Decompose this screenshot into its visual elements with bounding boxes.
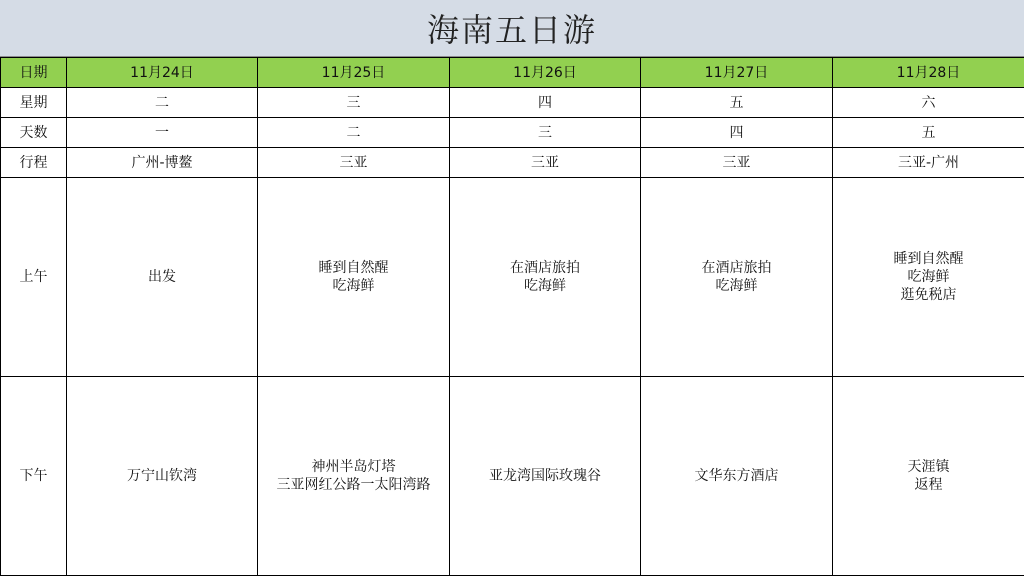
cell-morning[interactable] bbox=[67, 178, 258, 377]
sheet-title[interactable]: 海南五日游 bbox=[0, 0, 1024, 57]
row-label-date[interactable]: 日期 bbox=[1, 58, 67, 88]
cell-date[interactable]: 11月24日 bbox=[67, 58, 258, 88]
cell-line: 万宁山钦湾 bbox=[127, 468, 197, 484]
cell-line: 吃海鲜 bbox=[907, 269, 950, 285]
cell-day-number[interactable]: 五 bbox=[833, 118, 1024, 148]
cell-line: 吃海鲜 bbox=[715, 278, 758, 294]
cell-line: 睡到自然醒 bbox=[893, 251, 964, 267]
cell-line: 逛免税店 bbox=[900, 287, 957, 303]
cell-weekday[interactable]: 四 bbox=[450, 88, 641, 118]
table-row-weekday bbox=[1, 88, 1024, 118]
cell-date[interactable]: 11月27日 bbox=[641, 58, 833, 88]
cell-morning[interactable] bbox=[641, 178, 833, 377]
cell-afternoon[interactable] bbox=[67, 377, 258, 576]
table-row-route bbox=[1, 148, 1024, 178]
cell-afternoon[interactable] bbox=[258, 377, 450, 576]
table-row-afternoon bbox=[1, 377, 1024, 576]
cell-afternoon[interactable] bbox=[833, 377, 1024, 576]
cell-day-number[interactable]: 四 bbox=[641, 118, 833, 148]
cell-line: 在酒店旅拍 bbox=[701, 260, 772, 276]
row-label-morning[interactable]: 上午 bbox=[1, 178, 67, 377]
cell-weekday[interactable]: 二 bbox=[67, 88, 258, 118]
cell-route[interactable]: 三亚-广州 bbox=[833, 148, 1024, 178]
cell-morning[interactable] bbox=[833, 178, 1024, 377]
row-label-route[interactable]: 行程 bbox=[1, 148, 67, 178]
cell-weekday[interactable]: 三 bbox=[258, 88, 450, 118]
cell-line: 神州半岛灯塔 bbox=[311, 459, 396, 475]
cell-line: 三亚网红公路一太阳湾路 bbox=[276, 477, 431, 493]
cell-line: 吃海鲜 bbox=[524, 278, 566, 294]
cell-day-number[interactable]: 三 bbox=[450, 118, 641, 148]
cell-date[interactable]: 11月25日 bbox=[258, 58, 450, 88]
table-row-date bbox=[1, 58, 1024, 88]
cell-line: 出发 bbox=[148, 269, 176, 285]
cell-line: 亚龙湾国际玫瑰谷 bbox=[489, 468, 601, 484]
itinerary-table bbox=[0, 57, 1024, 576]
cell-afternoon[interactable] bbox=[641, 377, 833, 576]
cell-weekday[interactable]: 六 bbox=[833, 88, 1024, 118]
row-label-afternoon[interactable]: 下午 bbox=[1, 377, 67, 576]
cell-weekday[interactable]: 五 bbox=[641, 88, 833, 118]
cell-route[interactable]: 三亚 bbox=[258, 148, 450, 178]
cell-date[interactable]: 11月26日 bbox=[450, 58, 641, 88]
cell-route[interactable]: 广州-博鳌 bbox=[67, 148, 258, 178]
cell-line: 天涯镇 bbox=[907, 459, 950, 475]
table-row-morning bbox=[1, 178, 1024, 377]
cell-date[interactable]: 11月28日 bbox=[833, 58, 1024, 88]
cell-afternoon[interactable] bbox=[450, 377, 641, 576]
cell-line: 文华东方酒店 bbox=[694, 468, 779, 484]
row-label-weekday[interactable]: 星期 bbox=[1, 88, 67, 118]
cell-line: 睡到自然醒 bbox=[318, 260, 389, 276]
cell-day-number[interactable]: 一 bbox=[67, 118, 258, 148]
cell-morning[interactable] bbox=[450, 178, 641, 377]
cell-line: 吃海鲜 bbox=[332, 278, 375, 294]
cell-route[interactable]: 三亚 bbox=[641, 148, 833, 178]
cell-day-number[interactable]: 二 bbox=[258, 118, 450, 148]
row-label-day-number[interactable]: 天数 bbox=[1, 118, 67, 148]
cell-route[interactable]: 三亚 bbox=[450, 148, 641, 178]
table-row-day-number bbox=[1, 118, 1024, 148]
cell-morning[interactable] bbox=[258, 178, 450, 377]
cell-line: 返程 bbox=[914, 477, 943, 493]
cell-line: 在酒店旅拍 bbox=[510, 260, 580, 276]
